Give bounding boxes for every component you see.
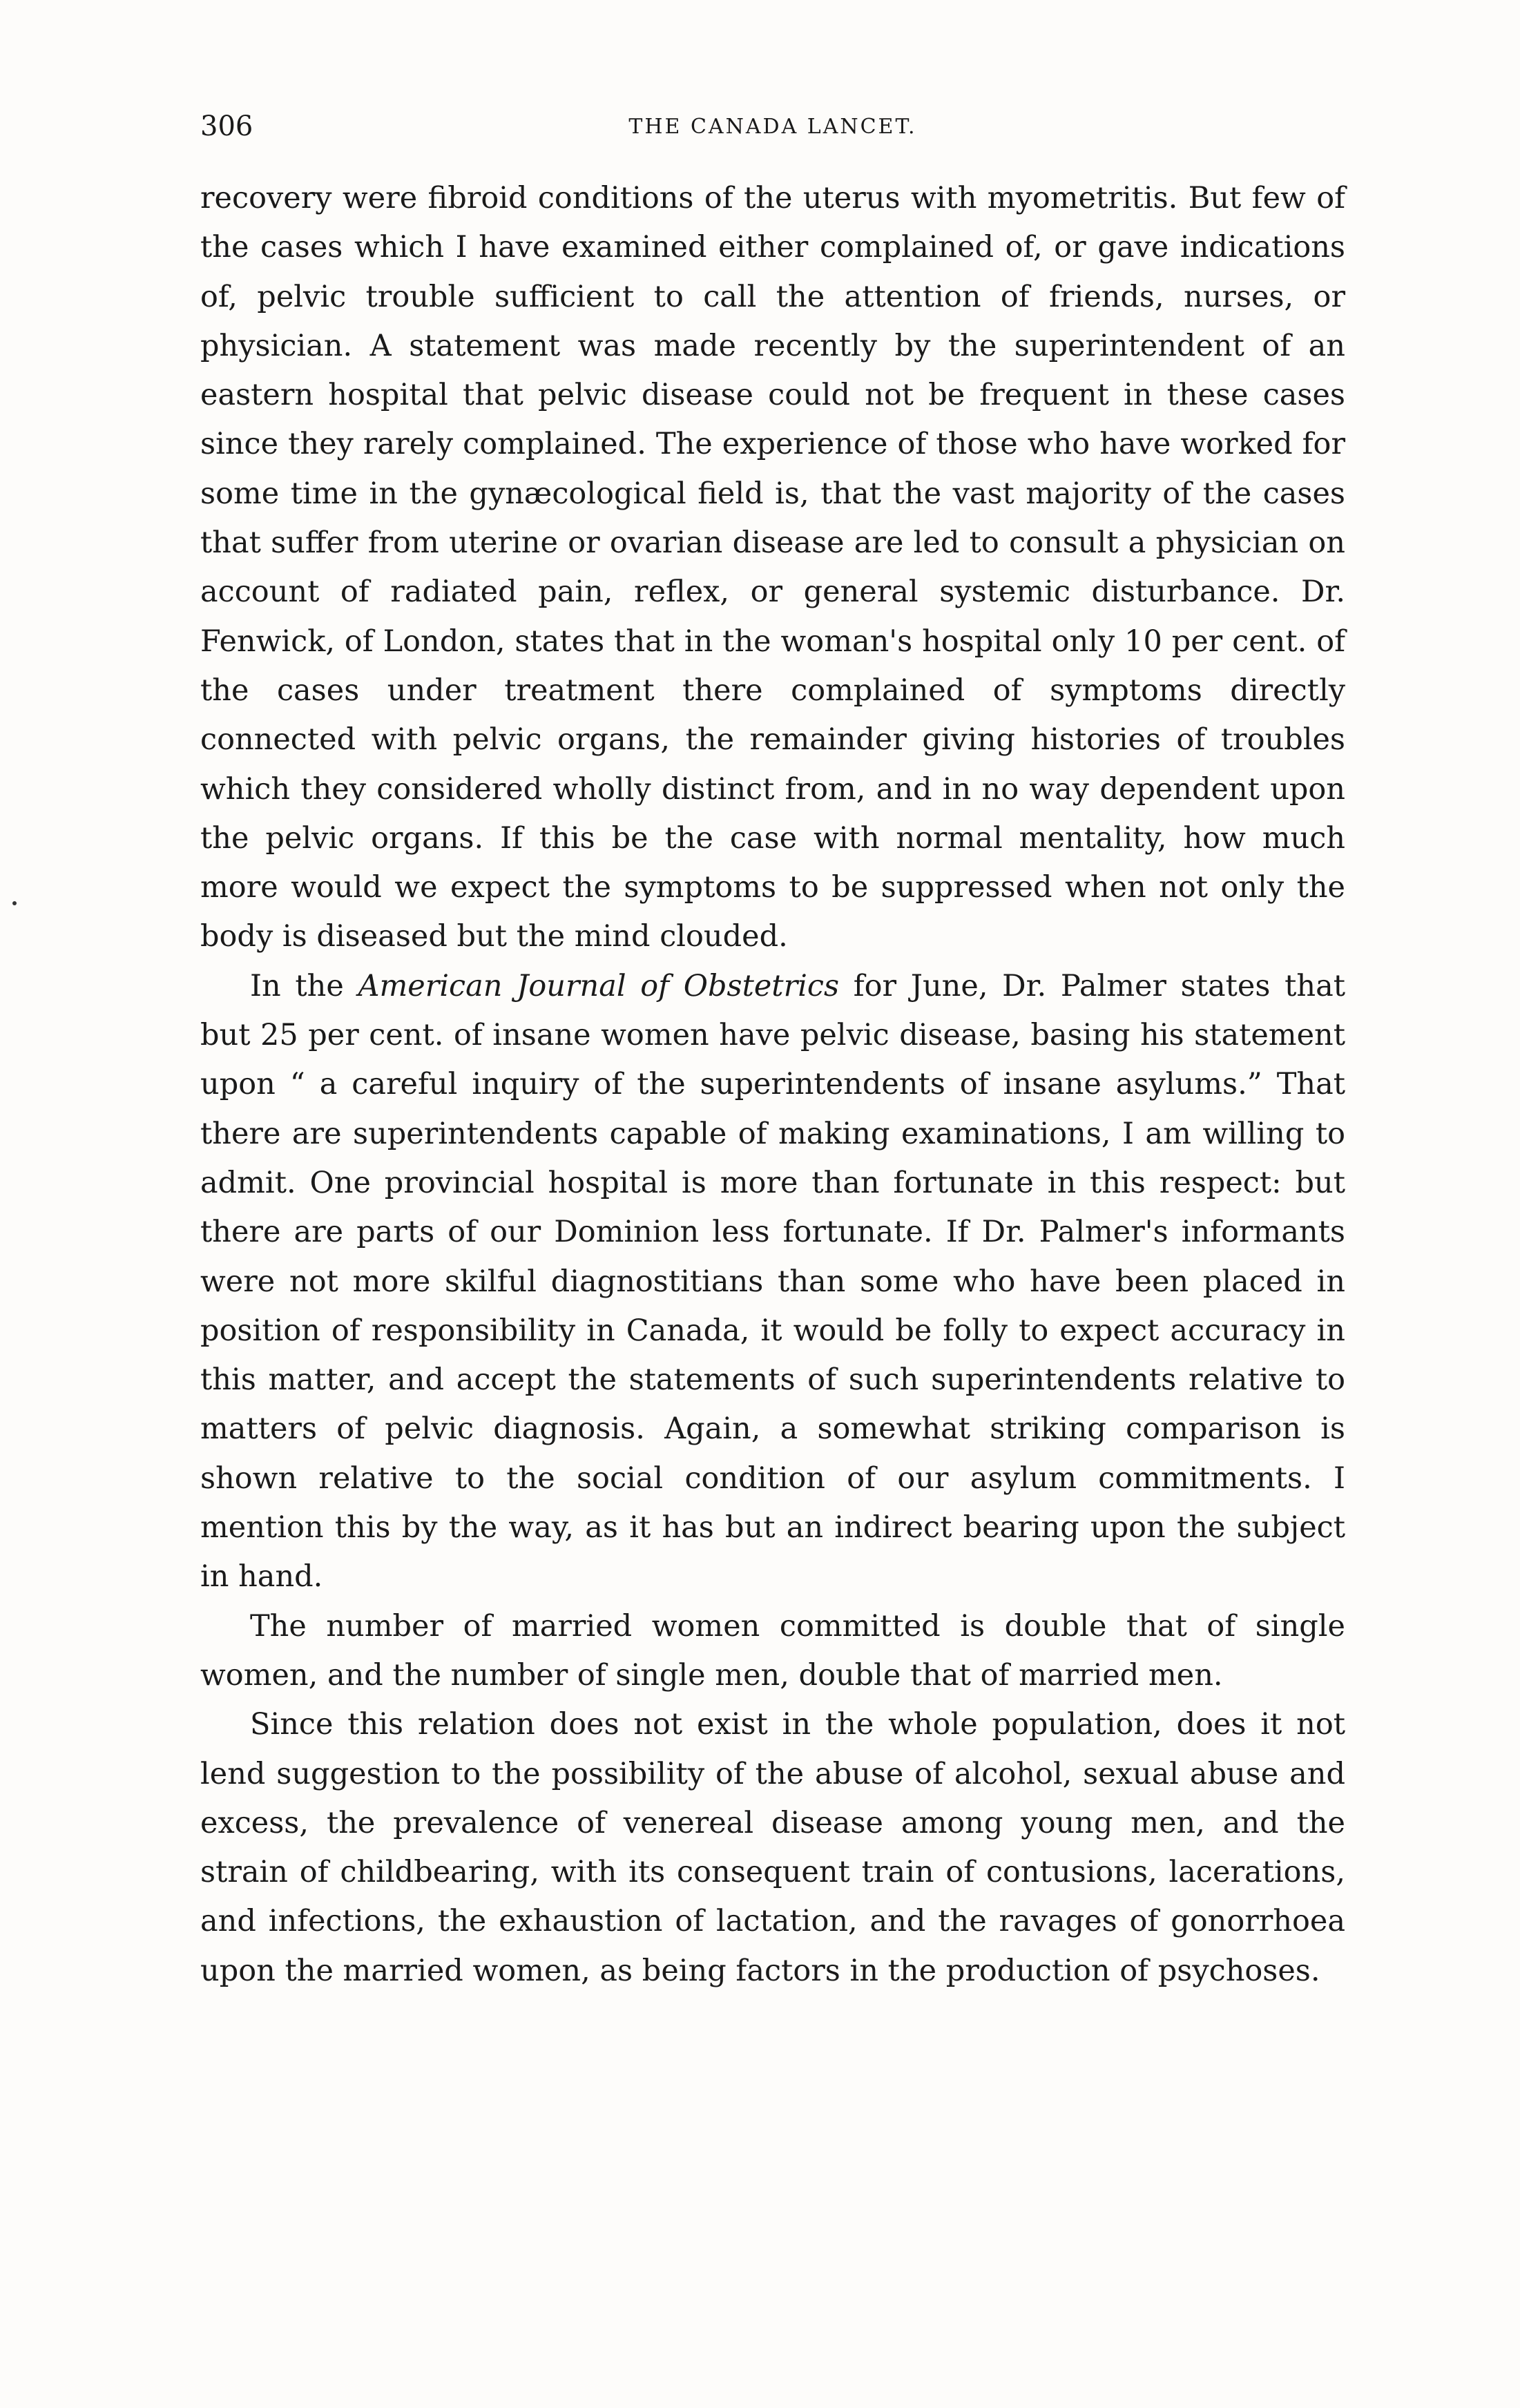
paragraph-1: recovery were fibroid conditions of the uterus with myometritis. But few of the cases which I have examined either complained of, or gave indications of, pelvic trouble sufficient to call the attention of friends, nurses, or physician. A statement was made recently by the superintendent of an eastern hospital that pelvic disease could not be frequent in these cases since they rarely complained. The experience of those who have worked for some time in the gynæcological field is, that the vast majority of the cases that suffer from uterine or ovarian disease are led to consult a physician on account of radiated pain, reflex, or general systemic disturbance. Dr. Fenwick, of London, states that in the woman's hospital only 10 per cent. of the cases under treatment there complained of symptoms directly connected with pelvic organs, the remainder giving histories of troubles which they considered wholly distinct from, and in no way dependent upon the pelvic organs. If this be the case with normal mentality, how much more would we expect the symptoms to be suppressed when not only the body is diseased but the mind clouded. [200, 181, 1345, 954]
body-text [200, 174, 1345, 1996]
paragraph-2-lead: In the [250, 968, 358, 1003]
journal-title: American Journal of Obstetrics [358, 968, 840, 1003]
paragraph-3: The number of married women committed is double that of single women, and the number of single men, double that of married men. [200, 1608, 1345, 1693]
paragraph-2 [200, 962, 1345, 1602]
margin-dot [12, 901, 17, 905]
running-title: THE CANADA LANCET. [628, 115, 917, 139]
page-header [200, 110, 1345, 152]
page-number: 306 [200, 110, 253, 142]
paragraph-2-rest: for June, Dr. Palmer states that but 25 per cent. of insane women have pelvic disease, basing his statement upon “ a careful inquiry of the superintendents of insane asylums.” That there are superintendents capable of making examinations, I am willing to admit. One provincial hospital is more than fortunate in this respect: but there are parts of our Dominion less fortunate. If Dr. Palmer's informants were not more skilful diagnostitians than some who have been placed in position of responsibility in Canada, it would be folly to expect accuracy in this matter, and accept the statements of such superintendents relative to matters of pelvic diagnosis. Again, a somewhat striking comparison is shown relative to the social condition of our asylum commitments. I mention this by the way, as it has but an indirect bearing upon the subject in hand. [200, 968, 1345, 1595]
paragraph-4: Since this relation does not exist in the whole population, does it not lend suggestion to the possibility of the abuse of alcohol, sexual abuse and excess, the prevalence of venereal disease among young men, and the strain of childbearing, with its consequent train of contusions, lacerations, and infections, the exhaustion of lactation, and the ravages of gonorrhoea upon the married women, as being factors in the production of psychoses. [200, 1707, 1345, 1988]
